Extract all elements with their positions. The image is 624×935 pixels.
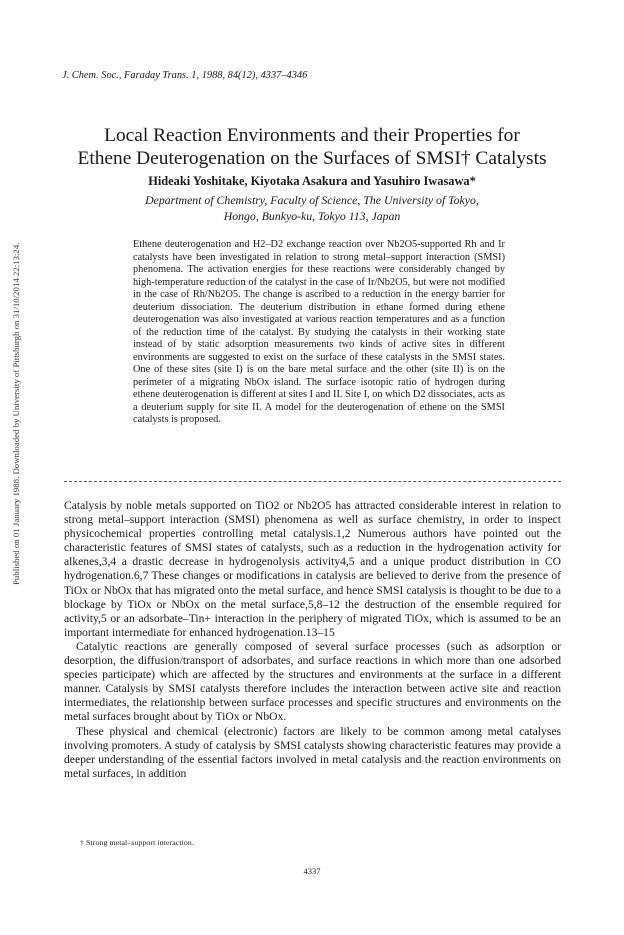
title-line-2: Ethene Deuterogenation on the Surfaces of SMSI† Catalysts xyxy=(77,148,547,169)
page-number: 4337 xyxy=(303,866,321,876)
journal-header: J. Chem. Soc., Faraday Trans. 1, 1988, 84(12), 4337–4346 xyxy=(62,70,308,81)
abstract: Ethene deuterogenation and H2–D2 exchange reaction over Nb2O5-supported Rh and Ir catalysts have been investigated in relation to strong metal–support interaction (SMSI) phenomena. The activation energies for these reactions were considerably changed by high-temperature reduction of the catalyst in the case of Ir/Nb2O5, but were not modified in the case of Rh/Nb2O5. The change is ascribed to a reduction in the energy barrier for deuterium dissociation. The deuterium distribution in ethane formed during ethene deuterogenation was also investigated at various reaction temperatures and as a function of the reduction time of the catalyst. By studying the catalysts in their working state instead of by static adsorption measurements two kinds of active sites in different environments are suggested to exist on the surface of these catalysts in the SMSI states. One of these sites (site I) is on the bare metal surface and the other (site II) is on the perimeter of a migrating NbOx island. The surface isotopic ratio of hydrogen during ethene deuterogenation is different at sites I and II. Site I, on which D2 dissociates, acts as a deuterium supply for site II. A model for the deuterogenation of ethene on the SMSI catalysts is proposed. xyxy=(133,239,505,425)
affiliation-line-2: Hongo, Bunkyo-ku, Tokyo 113, Japan xyxy=(223,209,401,223)
section-divider xyxy=(64,481,561,482)
download-notice xyxy=(11,153,21,585)
footnote: † Strong metal–support interaction. xyxy=(80,838,194,847)
author-list: Hideaki Yoshitake, Kiyotaka Asakura and Yasuhiro Iwasawa* xyxy=(148,174,476,188)
body-paragraph: These physical and chemical (electronic) factors are likely to be common among metal catalyses involving promoters. A study of catalysis by SMSI catalysts showing characteristic features may provide a deeper understanding of the essential factors involved in metal catalysis and the reaction environments on metal surfaces, in addition xyxy=(64,724,561,780)
affiliation-line-1: Department of Chemistry, Faculty of Science, The University of Tokyo, xyxy=(145,193,479,207)
body-paragraph: Catalysis by noble metals supported on TiO2 or Nb2O5 has attracted considerable interest in relation to strong metal–support interaction (SMSI) phenomena as well as surface chemistry, in order to inspect physicochemical properties controlling metal catalysis.1,2 Numerous authors have pointed out the characteristic features of SMSI states of catalysts, such as a reduction in the hydrogenation activity for alkenes,3,4 a drastic decrease in hydrogenolysis activity4,5 and a unique product distribution in CO hydrogenation.6,7 These changes or modifications in catalysis are believed to derive from the presence of TiOx or NbOx that has migrated onto the metal surface, and hence SMSI catalysis is thought to be due to a blockage by TiOx or NbOx on the metal surface,5,8–12 the destruction of the ensemble required for activity,5 or an adsorbate–Tin+ interaction in the periphery of migrated TiOx, which is assumed to be an important intermediate for enhanced hydrogenation.13–15 xyxy=(64,499,561,639)
download-notice-text: Published on 01 January 1988. Downloaded by University of Pittsburgh on 31/10/2014 22:13:24. xyxy=(11,242,21,585)
article-title xyxy=(40,124,584,170)
body-paragraph: Catalytic reactions are generally composed of several surface processes (such as adsorption or desorption, the diffusion/transport of adsorbates, and surface reactions in which more than one adsorbed species participate) which are affected by the structures and environments at the surface in a different manner. Catalysis by SMSI catalysts therefore includes the interaction between active site and reaction intermediates, the relationship between surface processes and specific structures and environments on the metal surfaces brought about by TiOx or NbOx. xyxy=(64,639,561,724)
title-line-1: Local Reaction Environments and their Properties for xyxy=(104,125,520,146)
affiliation xyxy=(40,192,584,224)
body-text xyxy=(64,499,561,781)
